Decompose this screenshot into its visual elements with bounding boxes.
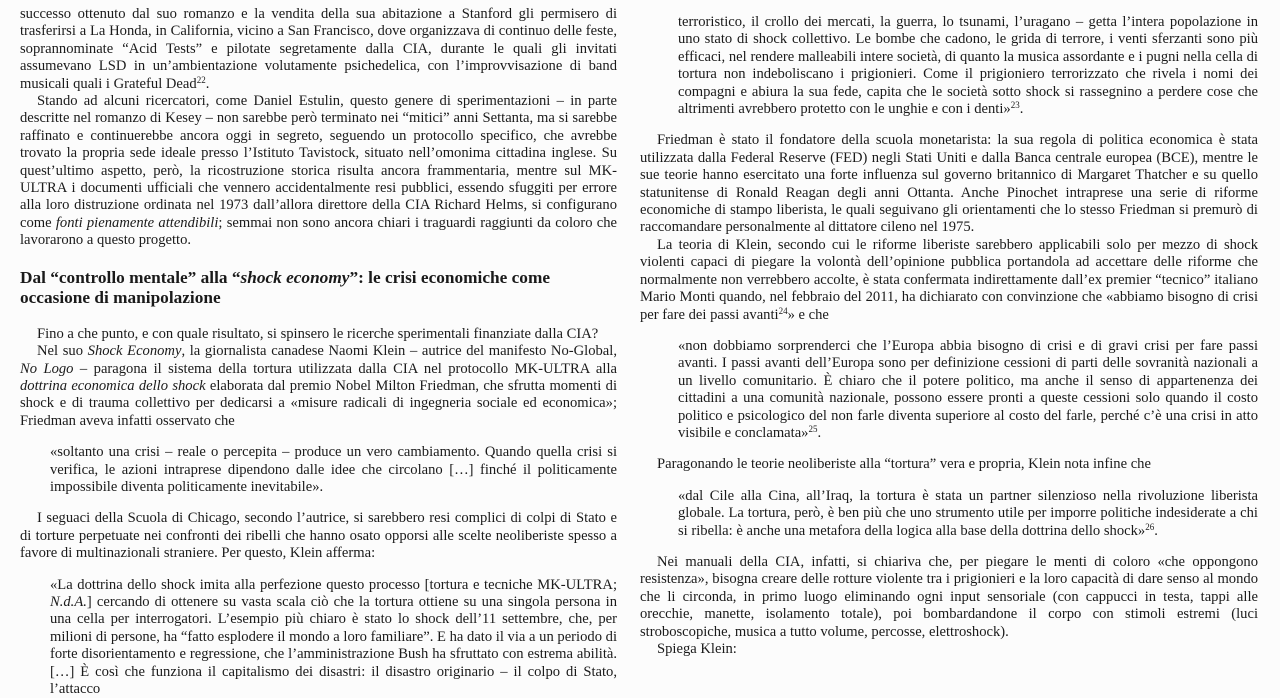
- quote-text: ] cercando di ottenere su vasta scala ciò che la tortura ottiene su una singola persona in una cella per interrogatori. L’esempio più chiaro è stato lo shock dell’11 settembre, che, per milioni di persone, ha “fatto esplodere il mondo a loro familiare”. E ha dato il via a un periodo di forte disorientamento e regressione, che l’amministrazione Bush ha sfruttato con estrema abilità. […] È così che funziona il capitalismo dei disastri: il disastro originario – il colpo di Stato, l’attacco: [50, 593, 617, 697]
- quote-text: «non dobbiamo sorprenderci che l’Europa abbia bisogno di crisi e di gravi crisi per fare passi avanti. I passi avanti dell’Europa sono per definizione cessioni di parti delle sovranità nazionali a un livello comunitario. È chiaro che il potere politico, ma anche il senso di appartenenza dei cittadini a una comunità nazionale, possono essere pronti a queste cessioni solo quando il costo politico e psicologico del non farle diventa superiore al costo del farle, perché c’è una crisi in atto visibile e conclamata»: [678, 337, 1258, 441]
- quote-text: .: [1154, 522, 1158, 539]
- paragraph-estulin: [20, 93, 617, 250]
- paragraph-cia-manuals: Nei manuali della CIA, infatti, si chiariva che, per piegare le menti di coloro «che oppongono resistenza», bisogna creare delle rotture violente tra i prigionieri e la loro capacità di dare senso al mondo che li circonda, in primo luogo eliminando ogni input sensoriale (con cappucci in testa, tappi alle orecchie, manette, isolamento totale), poi bombardandone il corpo con stimoli estremi (luci stroboscopiche, musica a tutto volume, percosse, elettroshock).: [640, 553, 1258, 640]
- paragraph-text: – paragona il sistema della tortura utilizzata dalla CIA nel protocollo MK-ULTRA alla: [73, 360, 617, 377]
- footnote-ref-24[interactable]: 24: [778, 305, 788, 316]
- paragraph-friedman-monetarism: Friedman è stato il fondatore della scuola monetarista: la sua regola di politica economica è stata utilizzata dalla Federal Reserve (FED) negli Stati Uniti e dalla Banca centrale europea (BCE), mentre le sue teorie hanno esercitato una forte influenza sul governo britannico di Margaret Thatcher e su quello statunitense di Ronald Reagan degli anni Ottanta. Anche Pinochet intraprese una serie di riforme economiche di stampo liberista, le quali seguivano gli orientamenti che lo stesso Friedman si premurò di raccomandare personalmente al dittatore cileno nel 1975.: [640, 132, 1258, 236]
- block-quote-klein-shock-doctrine: [50, 577, 617, 698]
- section-heading: [20, 268, 617, 308]
- paragraph-monti: [640, 237, 1258, 324]
- block-quote-friedman: «soltanto una crisi – reale o percepita – produce un vero cambiamento. Quando quella crisi si verifica, le azioni intraprese dipendono dalle idee che circolano […] finché il politicamente impossibile diventa politicamente inevitabile».: [50, 444, 617, 495]
- paragraph-question: Fino a che punto, e con quale risultato, si spinsero le ricerche sperimentali finanziate dalla CIA?: [37, 325, 599, 342]
- paragraph-kesey-continuation: [20, 6, 617, 93]
- emphasis-text: dottrina economica dello shock: [20, 377, 206, 394]
- right-column: [640, 14, 1258, 658]
- footnote-ref-22[interactable]: 22: [196, 74, 206, 85]
- quote-text: «La dottrina dello shock imita alla perfezione questo processo [tortura e tecniche MK-ULTRA;: [50, 576, 617, 593]
- paragraph-torture-comparison: Paragonando le teorie neoliberiste alla “tortura” vera e propria, Klein nota infine che: [657, 456, 1151, 473]
- paragraph-text: elaborata dal premio Nobel Milton Friedman, che sfrutta momenti di shock e di trauma collettivo per dedicarsi a «misure radicali di ingegneria sociale ed economica»; Friedman aveva infatti osservato che: [20, 377, 617, 429]
- heading-text: Dal “controllo mentale” alla “: [20, 267, 241, 287]
- book-title: No Logo: [20, 360, 74, 377]
- quote-text: .: [1019, 101, 1024, 118]
- paragraph-chicago-school: I seguaci della Scuola di Chicago, secondo l’autrice, si sarebbero resi complici di colpi di Stato e di torture perpetuate nei confronti dei ribelli che hanno osato opporsi alle scelte neoliberiste spesso a favore di multinazionali straniere. Per questo, Klein afferma:: [20, 510, 617, 562]
- footnote-ref-26[interactable]: 26: [1145, 521, 1155, 532]
- left-page: [0, 0, 640, 697]
- book-title: Shock Economy: [87, 343, 182, 360]
- heading-emphasis: shock economy: [240, 267, 350, 287]
- left-column: [20, 6, 617, 698]
- paragraph-text: successo ottenuto dal suo romanzo e la vendita della sua abitazione a Stanford gli permisero di trasferirsi a La Honda, in California, vicino a San Francisco, dove organizzava di continuo delle feste, soprannominate “Acid Tests” e pilotate segretamente dalla CIA, durante le quali gli invitati assumevano LSD in un’ambientazione volutamente psichedelica, con l’improvvisazione di band musicali quali i Grateful Dead: [20, 6, 617, 92]
- heading-text: ”: le crisi economiche come occasione di manipolazione: [20, 267, 551, 307]
- footnote-ref-23[interactable]: 23: [1010, 100, 1020, 111]
- paragraph-text: » e che: [787, 306, 829, 323]
- paragraph-text: ; semmai non sono ancora chiari i traguardi raggiunti da coloro che lavorarono a questo progetto.: [20, 214, 617, 249]
- paragraph-spiega-klein: Spiega Klein:: [657, 641, 737, 657]
- editor-note: N.d.A.: [50, 593, 87, 610]
- footnote-ref-25[interactable]: 25: [808, 423, 818, 434]
- quote-text: terroristico, il crollo dei mercati, la guerra, lo tsunami, l’uragano – getta l’intera popolazione in uno stato di shock collettivo. Le bombe che cadono, le grida di terrore, i venti sferzanti sono più efficaci, nel rendere malleabili intere società, di quanto la musica assordante e i pugni nella cella di tortura non indeboliscano i prigionieri. Come il prigioniero terrorizzato che rivela i nomi dei compagni e abiura la sua fede, capita che le società sotto shock si rassegnino a perdere cose che altrimenti avrebbero protetto con le unghie e con i denti»: [678, 14, 1258, 118]
- block-quote-monti: [678, 338, 1258, 442]
- block-quote-continuation: [678, 14, 1258, 118]
- paragraph-text: Stando ad alcuni ricercatori, come Daniel Estulin, questo genere di sperimentazioni – in parte descritte nel romanzo di Kesey – non sarebbe però terminato nei “mitici” anni Settanta, ma si sarebbe raffinato e continuerebbe ancora oggi in segreto, seguendo un protocollo specifico, che avrebbe trovato la propria sede ideale presso l’Istituto Tavistock, situato nell’omonima cittadina inglese. Su quest’ultimo aspetto, però, la ricostruzione storica risulta ancora frammentaria, mentre sul MK-ULTRA i documenti ufficiali che vennero accidentalmente resi pubblici, essendo sfuggiti per errore alla loro distruzione ordinata nel 1973 dall’allora direttore della CIA Richard Helms, si configurano come: [20, 93, 617, 231]
- block-quote-torture: [678, 488, 1258, 540]
- quote-text: .: [817, 424, 822, 441]
- right-page: [640, 0, 1280, 657]
- paragraph-klein-intro: [20, 343, 617, 430]
- paragraph-text: .: [205, 75, 210, 92]
- emphasis-text: fonti pienamente attendibili: [55, 214, 219, 231]
- quote-text: «dal Cile alla Cina, all’Iraq, la tortura è stata un partner silenzioso nella rivoluzione liberista globale. La tortura, però, è ben più che uno strumento utile per imporre politiche indesiderate a chi si ribella: è anche una metafora della logica alla base della dottrina dello shock»: [678, 487, 1258, 539]
- paragraph-text: Nel suo: [37, 343, 88, 360]
- paragraph-text: , la giornalista canadese Naomi Klein – autrice del manifesto No-Global,: [181, 343, 617, 360]
- paragraph-text: La teoria di Klein, secondo cui le riforme liberiste sarebbero applicabili solo per mezzo di shock violenti capaci di piegare la volontà dell’opinione pubblica portandola ad accettare delle riforme che normalmente non verrebbero accolte, è stata confermata indirettamente dall’ex premier “tecnico” italiano Mario Monti quando, nel febbraio del 2011, ha dichiarato con convinzione che «abbiamo bisogno di crisi per fare dei passi avanti: [640, 236, 1258, 323]
